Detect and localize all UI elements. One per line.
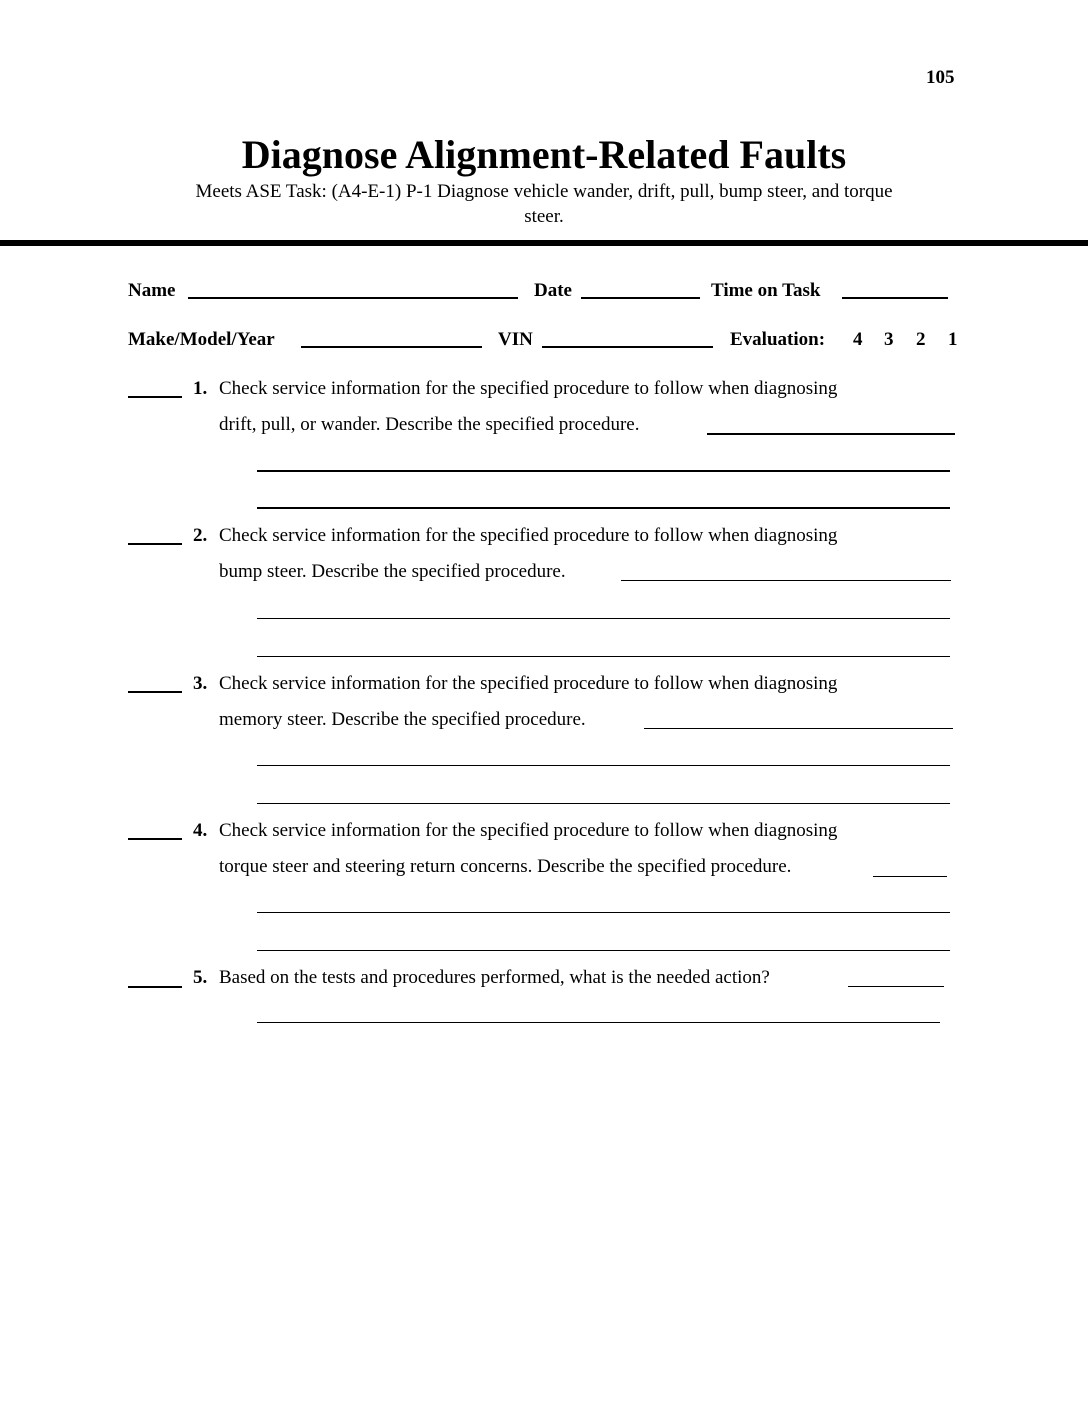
evaluation-label: Evaluation: — [730, 329, 826, 350]
make-model-year-label: Make/Model/Year — [128, 329, 275, 350]
item-2-answer-line[interactable] — [257, 618, 950, 619]
name-field[interactable] — [188, 297, 518, 299]
item-1-check-blank[interactable] — [128, 396, 182, 398]
vin-label: VIN — [498, 329, 533, 350]
vin-field[interactable] — [542, 346, 713, 348]
item-3-answer-line[interactable] — [257, 803, 950, 804]
item-1-answer-line[interactable] — [257, 507, 950, 509]
make-model-year-field[interactable] — [301, 346, 482, 348]
item-5-answer-line[interactable] — [257, 1022, 940, 1023]
item-2-text-line-1: Check service information for the specified procedure to follow when diagnosing — [219, 525, 838, 546]
item-1-text-line-1: Check service information for the specified procedure to follow when diagnosing — [219, 378, 838, 399]
item-5-number: 5. — [193, 967, 208, 988]
item-2-answer-line[interactable] — [257, 656, 950, 657]
time-on-task-field[interactable] — [842, 297, 948, 299]
item-3-text-line-1: Check service information for the specified procedure to follow when diagnosing — [219, 673, 838, 694]
subtitle-line-2: steer. — [524, 206, 564, 227]
subtitle-line-1: Meets ASE Task: (A4-E-1) P-1 Diagnose vehicle wander, drift, pull, bump steer, and torque — [195, 181, 893, 202]
name-label: Name — [128, 280, 176, 301]
item-5-check-blank[interactable] — [128, 986, 182, 988]
item-3-check-blank[interactable] — [128, 691, 182, 693]
item-5-text-line-1: Based on the tests and procedures performed, what is the needed action? — [219, 967, 770, 988]
item-1-answer-line[interactable] — [707, 433, 955, 435]
item-4-answer-line[interactable] — [873, 876, 947, 877]
item-4-text-line-1: Check service information for the specified procedure to follow when diagnosing — [219, 820, 838, 841]
item-4-text-line-2: torque steer and steering return concerns. Describe the specified procedure. — [219, 856, 792, 877]
item-3-text-line-2: memory steer. Describe the specified procedure. — [219, 709, 586, 730]
item-4-number: 4. — [193, 820, 208, 841]
header-divider — [0, 240, 1088, 246]
date-field[interactable] — [581, 297, 700, 299]
time-on-task-label: Time on Task — [711, 280, 821, 301]
item-1-text-line-2: drift, pull, or wander. Describe the specified procedure. — [219, 414, 640, 435]
evaluation-score-2[interactable]: 2 — [916, 329, 926, 350]
date-label: Date — [534, 280, 572, 301]
item-2-number: 2. — [193, 525, 208, 546]
item-4-answer-line[interactable] — [257, 912, 950, 913]
item-5-answer-line[interactable] — [848, 986, 944, 987]
evaluation-score-3[interactable]: 3 — [884, 329, 894, 350]
evaluation-score-4[interactable]: 4 — [853, 329, 863, 350]
item-1-answer-line[interactable] — [257, 470, 950, 472]
item-2-check-blank[interactable] — [128, 543, 182, 545]
item-3-answer-line[interactable] — [644, 728, 953, 729]
item-1-number: 1. — [193, 378, 208, 399]
item-3-answer-line[interactable] — [257, 765, 950, 766]
evaluation-score-1[interactable]: 1 — [948, 329, 958, 350]
item-3-number: 3. — [193, 673, 208, 694]
item-2-text-line-2: bump steer. Describe the specified procedure. — [219, 561, 566, 582]
page-number: 105 — [926, 67, 955, 88]
item-4-answer-line[interactable] — [257, 950, 950, 951]
page-title: Diagnose Alignment-Related Faults — [241, 132, 847, 177]
item-4-check-blank[interactable] — [128, 838, 182, 840]
item-2-answer-line[interactable] — [621, 580, 951, 581]
